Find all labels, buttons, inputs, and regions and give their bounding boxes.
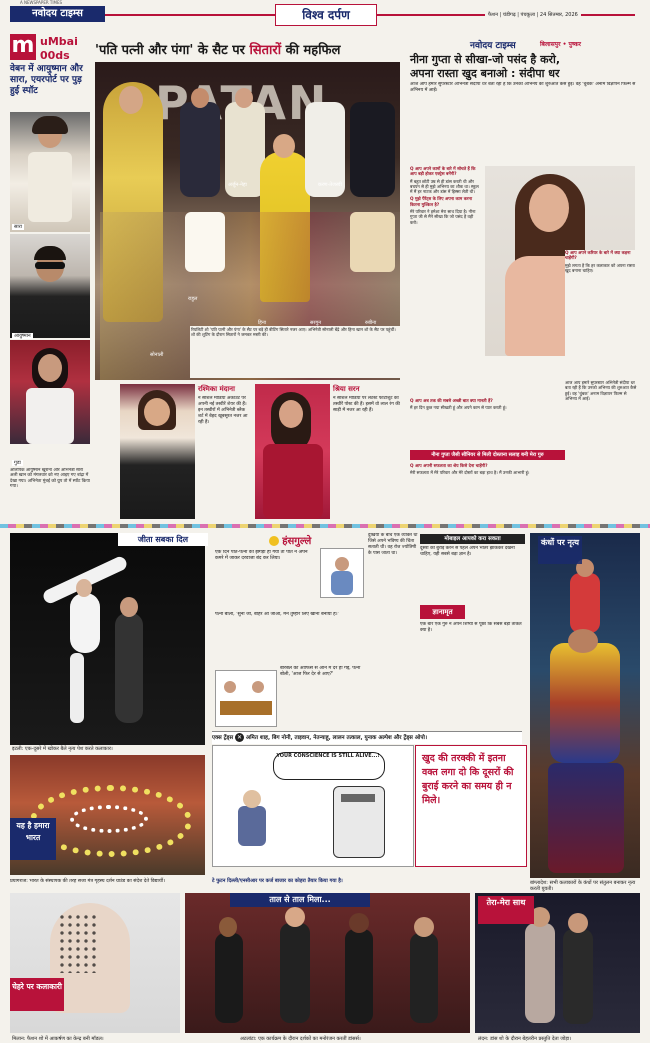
- cartoon-header-title: एक्स ट्रेंड्स: [212, 735, 234, 741]
- answer-4: मुझे लगता है कि हर कलाकार को अपना रास्ता खुद बनाना चाहिए।: [565, 262, 635, 273]
- interview-cities: बिलासपुर • पुष्कर: [540, 41, 582, 48]
- cartoon-header: [212, 731, 522, 744]
- humor-joke-2: पत्नी बोली, 'सुनो जी, बाहर आ जाओ, मैंने तुम्हारे लिए खाना बनाया है।': [215, 612, 339, 617]
- fashion-label: चेहरे पर कलाकारी: [10, 978, 64, 1011]
- london-caption: लंदन: डांस शो के दौरान बेहतरीन प्रस्तुति देता जोड़ा।: [478, 1036, 572, 1042]
- mumbai-logo: m: [11, 33, 35, 58]
- atlanta-banner: ताल से ताल मिला...: [230, 893, 370, 907]
- cartoon-drawing: [212, 745, 414, 867]
- question-3: Q आप अब तक की सबसे अच्छी बात क्या मानती हैं?: [410, 398, 493, 403]
- question-4: Q आप अपने करियर के बारे में क्या कहना चाहेंगी?: [565, 250, 631, 261]
- section-title: विश्व दर्पण: [275, 4, 377, 26]
- sidebar-body: ओलंपिक आयुष्मान खुराना और अभिनेत्री सारा अली खान को मंगलवार को नए आइए गए बांद्रा में देखा गया। अभिनेता मुंबई को ग्रुप तो में स्पॉट किया गया।: [10, 468, 90, 489]
- answer-3: मैं हर दिन कुछ नया सीखती हूं और अपने काम से प्यार करती हूं।: [410, 405, 507, 411]
- cartoon-caption: टे फुटन दिल्ली/एनसीआर पर कर्ज बाजार का कोहरा तैयार किया गया है।: [212, 878, 343, 884]
- sara-photo: [10, 112, 90, 232]
- cartoon-header-names: अमित शाह, बिग नोनी, ताइवान, नेतन्याहू, लालन तत्काल, युनाक अल्पेश और ट्रेंड्स ओपो।: [245, 735, 428, 741]
- atlanta-caption: अटलांटा: एक कार्यक्रम के दौरान दर्शकों का मनोरंजन करतीं डांसर्स।: [240, 1036, 361, 1042]
- label-sargun: सरगुन: [310, 320, 322, 326]
- answer-5: मेरी सफलता में मेरे परिवार और मेरे दोस्तों का बड़ा हाथ है। मैं उनकी आभारी हूं।: [410, 470, 530, 476]
- fashion-photo: [10, 893, 180, 1033]
- interview-right-col: [565, 250, 637, 370]
- lightfest-caption: प्रयागराज: भारत के संस्थापक की तरह सजा मंत्र गृहस्थ दर्शन ग्राउंड का संदेश देते विद्यार्थी।: [10, 879, 165, 884]
- smiley-icon: [269, 536, 279, 546]
- lightfest-banner: यह है हमारा भारत: [10, 818, 56, 860]
- label-sonali: सोनाली: [150, 352, 164, 358]
- interview-bottom: [410, 463, 560, 518]
- sara-label: सारा: [14, 224, 23, 230]
- rashmika-body: ने सोशल मीडिया अकाउंट पर अपनी नई तस्वीरें शेयर की हैं। इन तस्वीरों में अभिनेत्री ब्लैक शर्ट में बेहद खूबसूरत नजर आ रही हैं।: [198, 396, 248, 425]
- quote-title: मोबाइल आपको करा सकता: [420, 534, 525, 544]
- interview-brand: नवोदय टाइम्स: [470, 41, 516, 51]
- answer-2: मेरे परिवार ने हमेशा मेरा साथ दिया है। नीना गुप्ता जी से मैंने सीखा कि जो पसंद है वही करो।: [410, 209, 476, 225]
- middle-col-text: दुखियों के बीच एक व्यक्ति था जिसे अपने भविष्य की चिंता सताती थी। वह रोज ज्योतिषी के पास जाता था।: [368, 533, 418, 556]
- ayushmann-photo: [10, 234, 90, 338]
- interview-right-bottom: [565, 380, 637, 520]
- interview-redbox: नीना गुप्ता जैसी सीनियर से मिली दोस्ताना सलाह बनी मेरा गुरु: [410, 450, 565, 460]
- quote2-text: खुद की तरक्की में इतना वक्त लगा दो कि दूसरों की बुराई करने का समय ही न मिले।: [422, 753, 514, 806]
- rashmika-name: रश्मिका मंदाना: [198, 385, 235, 393]
- humor-joke-3: बीरबल को ऑफिस से आने में देर हो गई, पत्नी बोली, 'आज फिर देर से आए?': [280, 666, 361, 678]
- lead-headline-part1: 'पति पत्नी और पंगा' के सैट पर: [95, 43, 245, 58]
- shoulder-dance-caption: बांग्लादेश: सभी कलाकारों के कंधों पर संतुलन बनाकर नृत्य करती युवती।: [530, 880, 636, 892]
- atlanta-photo: [185, 893, 470, 1033]
- shriya-name: श्रिया सरन: [333, 385, 360, 393]
- interview-headline-1: नीना गुप्ता से सीखा-जो पसंद है करो,: [410, 53, 561, 66]
- interview-intro: आज आप हमारे सुपरस्टार अभिनेत्री संदीपा धर बता रही हैं कि उनको अभिनय की शुरुआत कैसे हुई। वह 'चुंबक' अनाम विज्ञापन फिल्म से अभिनय में आईं।: [410, 82, 636, 93]
- humor-joke-1: एक दिन पति-पत्नी का झगड़ा हो गया तो पति ने अपने कमरे में जाकर दरवाजा बंद कर लिया।: [215, 550, 308, 562]
- separator-strip: [0, 524, 650, 528]
- answer-1: मैं बहुत छोटी उम्र से ही डांस करती थी और बचपन से ही मुझे अभिनय का शौक था। स्कूल में मैं हर नाटक और डांस में हिस्सा लेती थी।: [410, 178, 479, 195]
- shriya-photo: [255, 384, 330, 519]
- interview-left-col: [410, 166, 480, 396]
- mumbai-title-bottom: 00ds: [40, 49, 70, 62]
- mumbai-title-top: uMbai: [40, 35, 78, 48]
- label-rubina: रुबीना: [365, 320, 377, 326]
- question-5: Q आप अपनी सफलता का श्रेय किसे देना चाहेंगी?: [410, 463, 488, 468]
- third-celebrity-photo: [10, 340, 90, 444]
- ayushmann-label: आयुष्मान: [14, 333, 31, 339]
- label-karan: करण-तेजस्वी: [318, 182, 342, 188]
- ballet-caption: इटली: एक-दूसरे में खोकर बैले नृत्य पेश करते कलाकार।: [12, 746, 113, 752]
- rashmika-photo: [120, 384, 195, 519]
- quote2-box: [415, 745, 527, 867]
- shoulder-dance-banner: कंधों पर नृत्य: [538, 536, 582, 564]
- lead-headline-highlight: सितारों: [249, 43, 282, 58]
- brand-masthead: नवोदय टाइम्स: [10, 6, 105, 22]
- interview-right-bottom-text: आज आप हमारे सुपरस्टार अभिनेत्री संदीपा धर बता रही हैं कि उनको अभिनय की शुरुआत कैसे हुई। वह 'चुंबक' अनाम विज्ञापन फिल्म से अभिनय में आईं।: [565, 380, 637, 401]
- humor-cartoon-1: [320, 548, 364, 598]
- shriya-body: ने सोशल मीडिया पर लेटेस्ट फोटोशूट की तस्वीरें पोस्ट की हैं। इसमें वो लाल रंग की साड़ी में नजर आ रही हैं।: [333, 396, 400, 413]
- humor-cartoon-2: [215, 670, 277, 727]
- date-line: फैशन | चंडीगढ़ | पंचकूला | 24 सितम्बर, 2026: [485, 12, 581, 18]
- london-banner: तेरा-मेरा साथ: [478, 896, 534, 924]
- lead-headline: [95, 40, 395, 58]
- cross-icon: ✕: [236, 734, 243, 741]
- question-1: Q आप अपने कामों के बारे में सोचते हैं कि आप बड़ी होकर एक्ट्रेस बनेंगी?: [410, 166, 476, 177]
- lead-body: रियलिटी शो 'पति पत्नी और पंगा' के सैट पर बड़े ही बीटिंग सितारे नजर आए। अभिनेत्री सोनाली बेंद्रे और हिना खान शो के सैट पर पहुंचीं। शो की शूटिंग के दौरान सितारों ने जमकर मस्ती की।: [190, 326, 400, 378]
- top-small-line: A NEWSPAPER TIMES: [20, 0, 63, 5]
- humor-title: [240, 533, 340, 547]
- label-rahul: राहुल: [188, 296, 198, 302]
- lead-headline-part2: की महफिल: [285, 43, 341, 58]
- ballet-banner: जीता सबका दिल: [118, 533, 208, 546]
- quote-text: दूसरों की बुराई करने से पहले अपने भीतर झांककर देखना चाहिए, यही सबसे बड़ा ज्ञान है।: [420, 546, 515, 557]
- sidebar-headline: वेबन में आयुष्मान और सारा, एयरपोर्ट पर पुड़ हुई स्पॉट: [10, 64, 83, 96]
- humor-title-text: हंसगुल्ले: [282, 536, 312, 547]
- interview-headline-2: अपना रास्ता खुद बनाओ : संदीपा धर: [410, 67, 560, 80]
- cartoon-speech: YOUR CONSCIENCE IS STILL ALIVE...!: [276, 753, 380, 759]
- label-arjun: अर्जुन-नेहा: [228, 182, 247, 188]
- shoulder-dance-photo: [530, 533, 640, 878]
- ballet-photo: [10, 533, 205, 745]
- question-2: Q मुझे पैरेंट्स के लिए अपना काम करना कितना मुश्किल है?: [410, 196, 473, 207]
- fashion-caption: मिलान: फैशन शो में आकर्षण का केन्द्र बनी मॉडल।: [12, 1036, 104, 1042]
- third-label: गुडा: [14, 460, 21, 466]
- label-hina: हिना: [258, 320, 267, 326]
- gyanamrit-box: ज्ञानामृत: [420, 605, 465, 619]
- middle-col-text-2: एक बार एक गुरु ने अपने शिष्यों से पूछा कि सबसे बड़ी ताकत क्या है।: [420, 622, 522, 633]
- interview-mid: [410, 398, 560, 448]
